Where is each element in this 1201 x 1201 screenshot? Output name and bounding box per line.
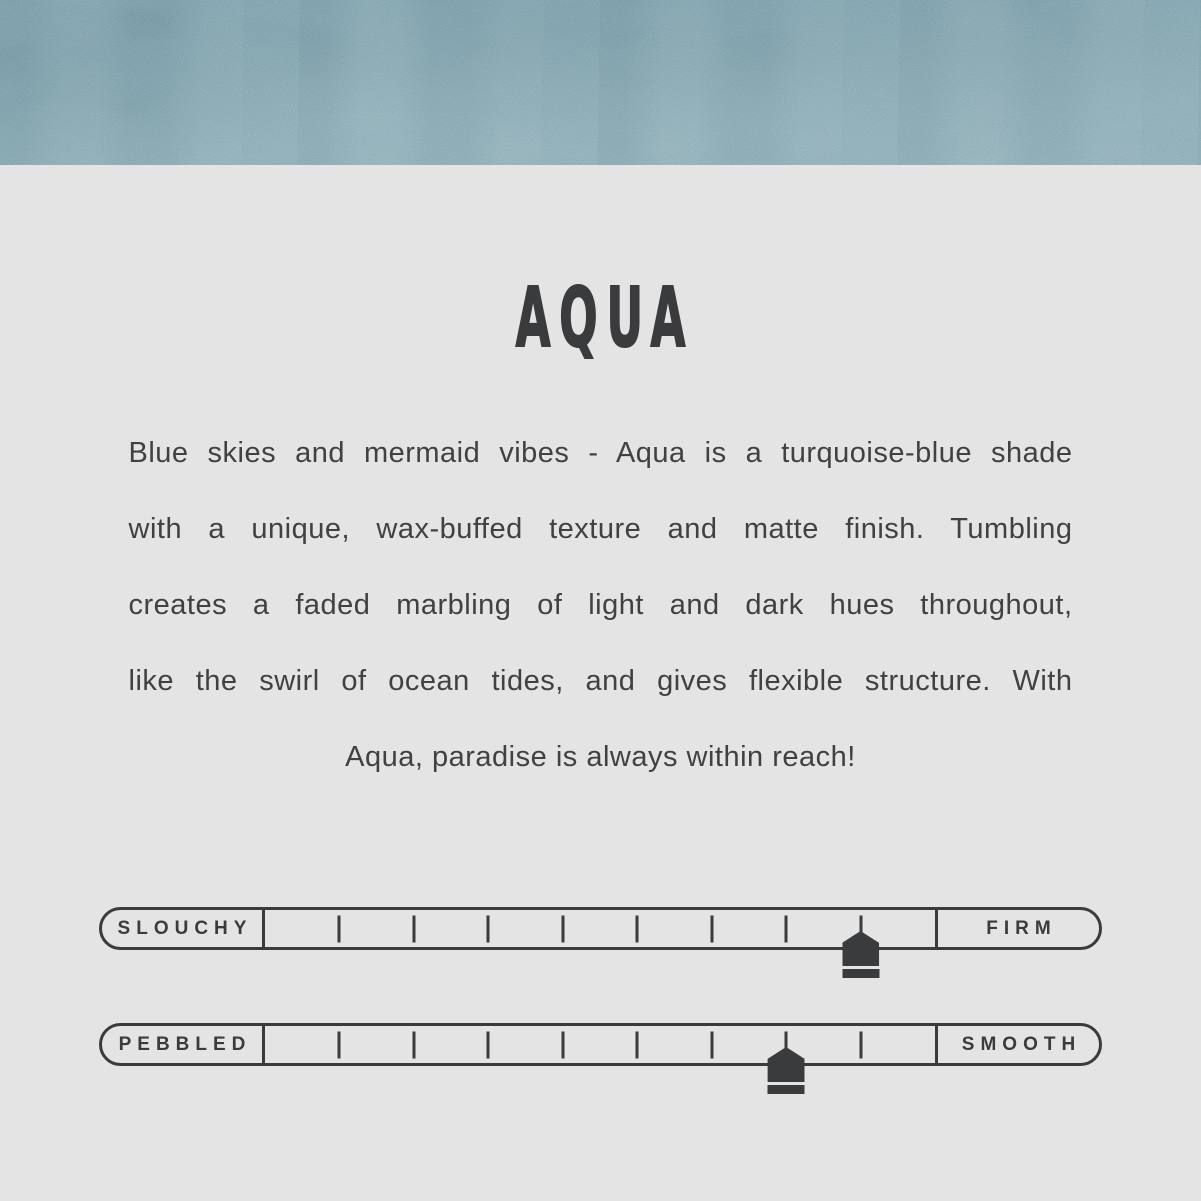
tick-mark — [859, 1031, 862, 1058]
description-line: with a unique, wax-buffed texture and matte finish. Tumbling — [128, 513, 1073, 545]
scale-right-label: SMOOTH — [961, 1033, 1082, 1055]
tick-mark — [636, 1031, 639, 1058]
tick-mark — [338, 915, 341, 942]
scale-left-label: PEBBLED — [118, 1033, 252, 1055]
tick-mark — [338, 1031, 341, 1058]
slouchy-firm-scale — [99, 907, 1102, 950]
pebbled-smooth-scale — [99, 1023, 1102, 1066]
tick-mark — [561, 1031, 564, 1058]
scale-left-section — [102, 1026, 265, 1063]
color-name-title: AQUA — [515, 271, 695, 366]
leather-grain-texture — [0, 0, 1201, 165]
marker-base — [842, 969, 879, 978]
scale-tick-track — [265, 1026, 935, 1063]
marker-pointer-icon — [768, 1047, 805, 1082]
marker-pointer-icon — [842, 931, 879, 966]
tick-mark — [412, 915, 415, 942]
tick-mark — [785, 915, 788, 942]
scale-right-section — [935, 910, 1099, 947]
tick-mark — [412, 1031, 415, 1058]
slider-marker[interactable] — [768, 1047, 805, 1094]
tick-mark — [710, 1031, 713, 1058]
description-line: like the swirl of ocean tides, and gives flexible structure. With — [128, 665, 1073, 697]
tick-mark — [710, 915, 713, 942]
tick-mark — [487, 915, 490, 942]
scale-tick-track — [265, 910, 935, 947]
description-line: Blue skies and mermaid vibes - Aqua is a turquoise-blue shade — [128, 437, 1073, 469]
marker-base — [768, 1085, 805, 1094]
description-line: creates a faded marbling of light and dark hues throughout, — [128, 589, 1073, 621]
tick-mark — [487, 1031, 490, 1058]
scale-left-section — [102, 910, 265, 947]
leather-swatch-banner — [0, 0, 1201, 165]
scale-left-label: SLOUCHY — [117, 917, 253, 939]
tick-mark — [561, 915, 564, 942]
tick-mark — [636, 915, 639, 942]
scale-right-section — [935, 1026, 1099, 1063]
description-line: Aqua, paradise is always within reach! — [345, 741, 856, 773]
color-description — [129, 415, 1073, 795]
slider-marker[interactable] — [842, 931, 879, 978]
color-info-card — [0, 271, 1201, 1066]
scale-right-label: FIRM — [986, 917, 1057, 939]
attribute-scales — [99, 907, 1102, 1066]
